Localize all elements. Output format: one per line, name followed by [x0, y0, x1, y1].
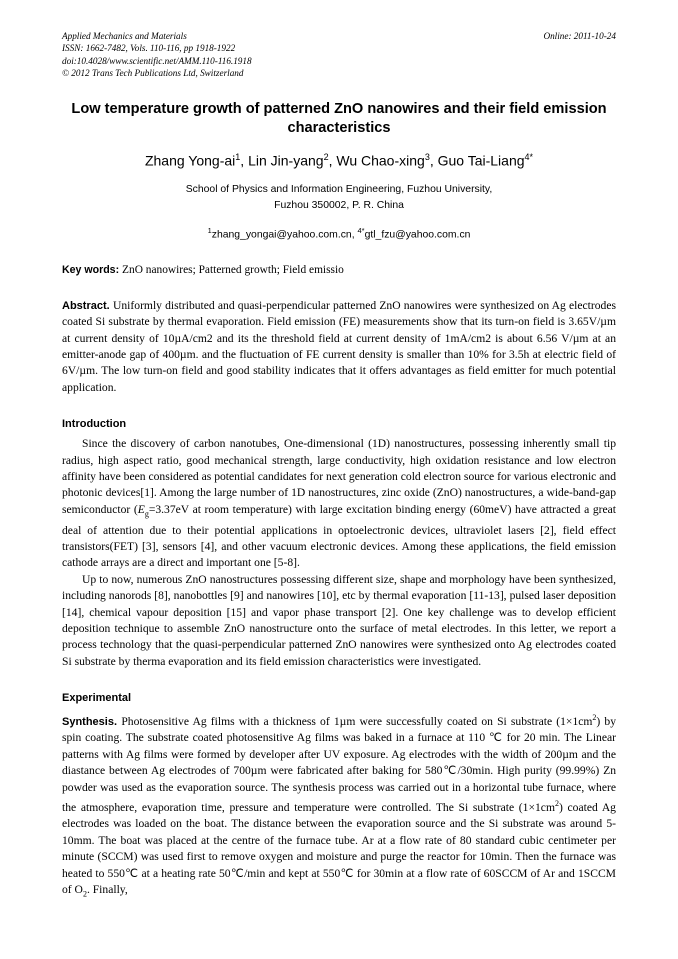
email-2: gtl_fzu@yahoo.com.cn: [364, 229, 471, 241]
affiliation-line-1: School of Physics and Information Engineering, Fuzhou University,: [185, 184, 493, 196]
intro-p1-part1: Since the discovery of carbon nanotubes, One-dimensional (1D) nanostructures, possessing inherently small tip radius, high aspect ratio, good mechanical strength, large conductivity, high oxidation resistance and low electron affinity have been considered as potential candidates for next generation cold electron source for various electronic and photonic devices[1]. Among the large number of 1D nanostructures, zinc oxide (ZnO) nanostructures, a wide-band-gap semiconductor (: [62, 437, 616, 516]
author-4-affil-marker: 4*: [524, 151, 534, 162]
author-list: [62, 152, 616, 169]
email-1: zhang_yongai@yahoo.com.cn,: [211, 229, 358, 241]
intro-p1-subscript-g: g: [144, 509, 149, 519]
author-sep-3: ,: [429, 152, 438, 169]
abstract: [62, 298, 616, 396]
author-2-name: Lin Jin-yang: [248, 152, 324, 169]
synthesis-paragraph: [62, 710, 616, 903]
issn-line: ISSN: 1662-7482, Vols. 110-116, pp 1918-1922: [62, 43, 236, 54]
synthesis-label: Synthesis.: [62, 716, 122, 729]
intro-p1-italic-E: E: [137, 502, 145, 516]
keywords-label: Key words:: [62, 263, 123, 276]
page-header: [62, 30, 616, 80]
email-1-marker: 1: [207, 226, 212, 236]
intro-paragraph-1: [62, 436, 616, 572]
abstract-text: Uniformly distributed and quasi-perpendicular patterned ZnO nanowires were synthesized on Ag electrodes coated Si substrate by thermal evaporation. Field emission (FE) measurements show that its turn-on field is 3.65V/µm at current density of 10µA/cm2 and its the threshold field at current density of 1mA/cm2 is about 6.56 V/µm at an emitter-anode gap of 400µm. and the fluctuation of FE current density is smaller than 10% for 3.5h at electric field of 6V/µm. The low turn-on field and good stability indicates that it offers advantages as field emitter for much potential application.: [62, 298, 616, 394]
synthesis-sub-o2: 2: [82, 889, 87, 899]
intro-paragraph-2: Up to now, numerous ZnO nanostructures possessing different size, shape and morphology have been synthesized, including nanorods [8], nanobottles [9] and nanowires [10], etc by thermal evaporation [11-13], pulsed laser deposition [14], chemical vapour deposition [15] and vapor phase transport [2]. One key challenge was to develop efficient deposition technique to assemble ZnO nanostructure onto the surface of metal electrodes. In this letter, we report a process technology that the quasi-perpendicular patterned ZnO nanowires were synthesized onto Ag electrodes coated Si substrate by therma evaporation and its field emission characteristics were investigated.: [62, 572, 616, 668]
section-heading-introduction: Introduction: [62, 418, 127, 431]
author-4-name: Guo Tai-Liang: [437, 152, 525, 169]
doi-line: doi:10.4028/www.scientific.net/AMM.110-116.1918: [62, 55, 252, 66]
copyright-line: © 2012 Trans Tech Publications Ltd, Switzerland: [62, 68, 244, 79]
synthesis-text-4: . Finally,: [86, 882, 128, 896]
affiliation: [62, 182, 616, 214]
author-sep-2: ,: [328, 152, 337, 169]
author-3-affil-marker: 3: [424, 151, 430, 162]
abstract-label: Abstract.: [62, 299, 114, 312]
synthesis-text-2: ) by spin coating. The substrate coated photosensitive Ag films was baked in a furnace at 110 ℃ for 20 min. The Linear patterns with Ag films were formed by developer after UV exposure. Ag electrodes with the width of 200µm and the diastance between Ag electrodes of 700µm were fabricated after baking for 580℃/30min. High purity (99.99%) Zn powder was used as the evaporation source. The synthesis process was carried out in a horizontal tube furnace, where the atmosphere, evaporation time, pressure and temperature were controlled. The Si substrate (1×1cm: [62, 715, 616, 814]
author-1-name: Zhang Yong-ai: [144, 152, 236, 169]
author-emails: [62, 226, 616, 240]
author-3-name: Wu Chao-xing: [336, 152, 425, 169]
paper-title: Low temperature growth of patterned ZnO nanowires and their field emission characteristics: [71, 100, 607, 136]
author-2-affil-marker: 2: [323, 151, 329, 162]
synthesis-text-3: ) coated Ag electrodes was loaded on the boat. The distance between the evaporation source and the Si substrate was around 5-10mm. The boat was placed at the centre of the furnace tube. Ar at a flow rate of 80 standard cubic centimeter per minute (SCCM) was used first to remove oxygen and moisture and purge the reactor for 10min. Then the furnace was heated to 550℃ at a heating rate 50℃/min and kept at 550℃ for 30min at a flow rate of 60SCCM of Ar and 1SCCM of O: [62, 800, 616, 896]
keywords: [62, 263, 616, 278]
email-2-marker: 4*: [357, 226, 365, 236]
intro-p1-part2: =3.37eV at room temperature) with large excitation binding energy (60meV) have attracted a great deal of attention due to their potential applications in optoelectronic devices, ultraviolet lasers [2], field effect transistors(FET) [3], sensors [4], and other vacuum electronic devices. Among these applications, the field emission cathode arrays are a direct and important one [5-8].: [62, 502, 616, 570]
section-heading-experimental: Experimental: [62, 692, 132, 705]
keywords-text: ZnO nanowires; Patterned growth; Field emissio: [122, 263, 344, 276]
synthesis-sup-2: 2: [554, 799, 559, 809]
online-date: Online: 2011-10-24: [543, 31, 616, 41]
synthesis-sup-1: 2: [592, 713, 597, 723]
author-1-affil-marker: 1: [235, 151, 241, 162]
journal-name: Applied Mechanics and Materials: [62, 31, 187, 41]
author-sep-1: ,: [240, 152, 249, 169]
synthesis-text-1: Photosensitive Ag films with a thickness of 1µm were successfully coated on Si substrate (1×1cm: [121, 715, 593, 729]
affiliation-line-2: Fuzhou 350002, P. R. China: [274, 200, 404, 212]
